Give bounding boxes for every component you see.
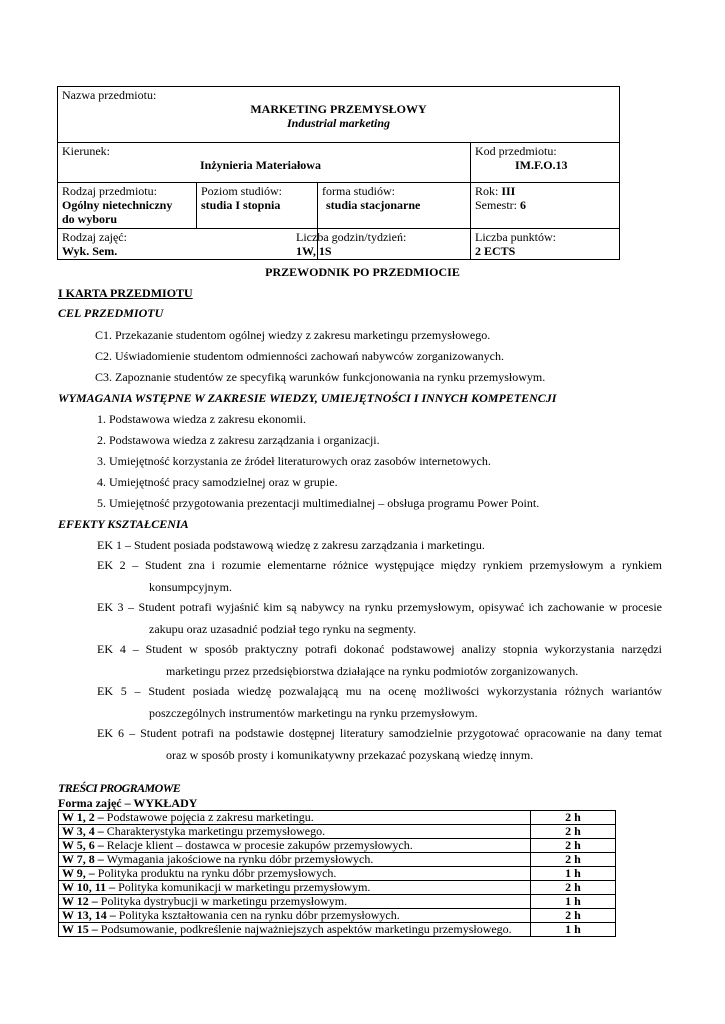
lecture-hours: 2 h	[531, 811, 616, 825]
lecture-topic-cell	[59, 923, 531, 937]
lecture-code: W 3, 4 –	[62, 824, 107, 838]
forma-label: forma studiów:	[322, 184, 395, 198]
lecture-topic: Polityka produktu na rynku dóbr przemysłowych.	[97, 866, 337, 880]
lecture-topic-cell	[59, 839, 531, 853]
wymaganie-item: 3. Umiejętność korzystania ze źródeł literaturowych oraz zasobów internetowych.	[97, 454, 491, 468]
cel-item: C1. Przekazanie studentom ogólnej wiedzy z zakresu marketingu przemysłowego.	[95, 328, 491, 342]
course-title: MARKETING PRZEMYSŁOWY	[250, 102, 427, 116]
lecture-row	[59, 853, 616, 867]
lecture-row	[59, 895, 616, 909]
punktow-label: Liczba punktów:	[475, 230, 556, 244]
lecture-hours: 2 h	[531, 909, 616, 923]
kierunek-label: Kierunek:	[62, 144, 110, 158]
course-info-table	[57, 86, 620, 260]
efekt-continuation: konsumpcyjnym.	[149, 580, 232, 594]
wymagania-title: WYMAGANIA WSTĘPNE W ZAKRESIE WIEDZY, UMIEJĘTNOŚCI I INNYCH KOMPETENCJI	[58, 391, 557, 405]
lecture-code: W 7, 8 –	[62, 852, 107, 866]
lecture-row	[59, 811, 616, 825]
lecture-row	[59, 909, 616, 923]
efekt-item: EK 6 – Student potrafi na podstawie dostępnej literatury samodzielnie przygotować opracowanie na dany temat	[97, 726, 662, 740]
efekt-continuation: marketingu przez przedsiębiorstwa działające na rynku podmiotów zorganizowanych.	[166, 664, 579, 678]
efekt-item: EK 3 – Student potrafi wyjaśnić kim są nabywcy na rynku przemysłowym, opisywać ich zachowanie w procesie	[97, 600, 662, 614]
lecture-topic: Polityka kształtowania cen na rynku dóbr przemysłowych.	[118, 908, 400, 922]
lecture-topic: Wymagania jakościowe na rynku dóbr przemysłowych.	[106, 852, 374, 866]
lecture-topic: Charakterystyka marketingu przemysłowego.	[106, 824, 326, 838]
lecture-row	[59, 825, 616, 839]
rodzaj-value-2: do wyboru	[62, 212, 118, 226]
rodzaj-label: Rodzaj przedmiotu:	[62, 184, 157, 198]
guide-title: PRZEWODNIK PO PRZEDMIOCIE	[265, 265, 460, 279]
rodzaj-cell	[58, 183, 197, 229]
wymaganie-item: 1. Podstawowa wiedza z zakresu ekonomii.	[97, 412, 306, 426]
lecture-row	[59, 881, 616, 895]
godzin-cell	[296, 229, 471, 260]
forma-value: studia stacjonarne	[326, 198, 421, 212]
lecture-topic: Relacje klient – dostawca w procesie zakupów przemysłowych.	[106, 838, 413, 852]
course-subtitle: Industrial marketing	[286, 116, 391, 130]
efekt-continuation: zakupu oraz uzasadnić podział tego rynku na segmenty.	[149, 622, 417, 636]
course-name-cell	[58, 87, 620, 143]
lecture-hours: 2 h	[531, 825, 616, 839]
lecture-code: W 1, 2 –	[62, 810, 107, 824]
efekty-title: EFEKTY KSZTAŁCENIA	[58, 517, 189, 531]
poziom-cell	[197, 183, 318, 229]
semestr-value: 6	[520, 198, 526, 212]
punktow-value: 2 ECTS	[475, 244, 516, 258]
godzin-value: 1W, 1S	[296, 244, 332, 258]
rok-cell	[471, 183, 620, 229]
godzin-label: Liczba godzin/tydzień:	[296, 230, 407, 244]
kierunek-cell	[58, 143, 471, 183]
cel-title: CEL PRZEDMIOTU	[58, 306, 164, 320]
poziom-value: studia I stopnia	[201, 198, 281, 212]
lecture-topic-cell	[59, 895, 531, 909]
wymaganie-item: 2. Podstawowa wiedza z zakresu zarządzania i organizacji.	[97, 433, 380, 447]
lecture-code: W 12 –	[62, 894, 101, 908]
lecture-hours: 1 h	[531, 867, 616, 881]
lecture-row	[59, 867, 616, 881]
punktow-cell	[471, 229, 620, 260]
lecture-topic: Polityka komunikacji w marketingu przemysłowym.	[118, 880, 371, 894]
lecture-hours: 2 h	[531, 881, 616, 895]
lecture-topic-cell	[59, 867, 531, 881]
efekt-item: EK 5 – Student posiada wiedzę pozwalającą mu na ocenę możliwości wykorzystania różnych wariantów	[97, 684, 662, 698]
lecture-topic-cell	[59, 811, 531, 825]
lecture-hours: 2 h	[531, 839, 616, 853]
kod-label: Kod przedmiotu:	[475, 144, 557, 158]
poziom-label: Poziom studiów:	[201, 184, 283, 198]
lecture-code: W 5, 6 –	[62, 838, 107, 852]
efekt-continuation: oraz w sposób prosty i komunikatywny przekazać pozyskaną wiedzę innym.	[166, 748, 534, 762]
rok-value: III	[501, 184, 516, 198]
lecture-topic: Podstawowe pojęcia z zakresu marketingu.	[106, 810, 314, 824]
wymaganie-item: 5. Umiejętność przygotowania prezentacji multimedialnej – obsługa programu Power Point.	[97, 496, 540, 510]
rok-label: Rok:	[475, 184, 502, 198]
rodzaj-value-1: Ogólny nietechniczny	[62, 198, 173, 212]
efekt-item: EK 1 – Student posiada podstawową wiedzę z zakresu zarządzania i marketingu.	[97, 538, 485, 552]
kod-value: IM.F.O.13	[515, 158, 568, 172]
lecture-topic-cell	[59, 909, 531, 923]
lecture-hours: 2 h	[531, 853, 616, 867]
kod-cell	[471, 143, 620, 183]
lecture-code: W 13, 14 –	[62, 908, 119, 922]
lecture-hours: 1 h	[531, 923, 616, 937]
zajec-cell	[58, 229, 318, 260]
lecture-code: W 15 –	[62, 922, 101, 936]
kierunek-value: Inżynieria Materiałowa	[200, 158, 321, 172]
wymaganie-item: 4. Umiejętność pracy samodzielnej oraz w grupie.	[97, 475, 338, 489]
lecture-topic-cell	[59, 853, 531, 867]
lecture-row	[59, 923, 616, 937]
semestr-label: Semestr:	[475, 198, 520, 212]
tresci-title: TREŚCI PROGRAMOWE	[58, 781, 181, 795]
efekt-item: EK 4 – Student w sposób praktyczny potrafi dokonać podstawowej analizy stopnia wykorzystania narzędzi	[97, 642, 662, 656]
zajec-label: Rodzaj zajęć:	[62, 230, 127, 244]
efekt-item: EK 2 – Student zna i rozumie elementarne różnice występujące między rynkiem przemysłowym a rynkiem	[97, 558, 662, 572]
cel-item: C3. Zapoznanie studentów ze specyfiką warunków funkcjonowania na rynku przemysłowym.	[95, 370, 546, 384]
lecture-topic-cell	[59, 881, 531, 895]
cel-item: C2. Uświadomienie studentom odmienności zachowań nabywców zorganizowanych.	[95, 349, 505, 363]
course-name-label: Nazwa przedmiotu:	[62, 88, 157, 102]
forma-zajec-title: Forma zajęć – WYKŁADY	[58, 796, 198, 810]
efekt-continuation: poszczególnych instrumentów marketingu na rynku przemysłowym.	[149, 706, 478, 720]
lecture-code: W 10, 11 –	[62, 880, 119, 894]
lecture-row	[59, 839, 616, 853]
karta-title: I KARTA PRZEDMIOTU	[58, 286, 193, 300]
forma-cell	[318, 183, 471, 229]
zajec-value: Wyk. Sem.	[62, 244, 118, 258]
lecture-topic: Polityka dystrybucji w marketingu przemysłowym.	[100, 894, 348, 908]
lectures-table	[58, 810, 616, 937]
lecture-code: W 9, –	[62, 866, 98, 880]
lecture-topic-cell	[59, 825, 531, 839]
lecture-hours: 1 h	[531, 895, 616, 909]
lecture-topic: Podsumowanie, podkreślenie najważniejszych aspektów marketingu przemysłowego.	[100, 922, 512, 936]
